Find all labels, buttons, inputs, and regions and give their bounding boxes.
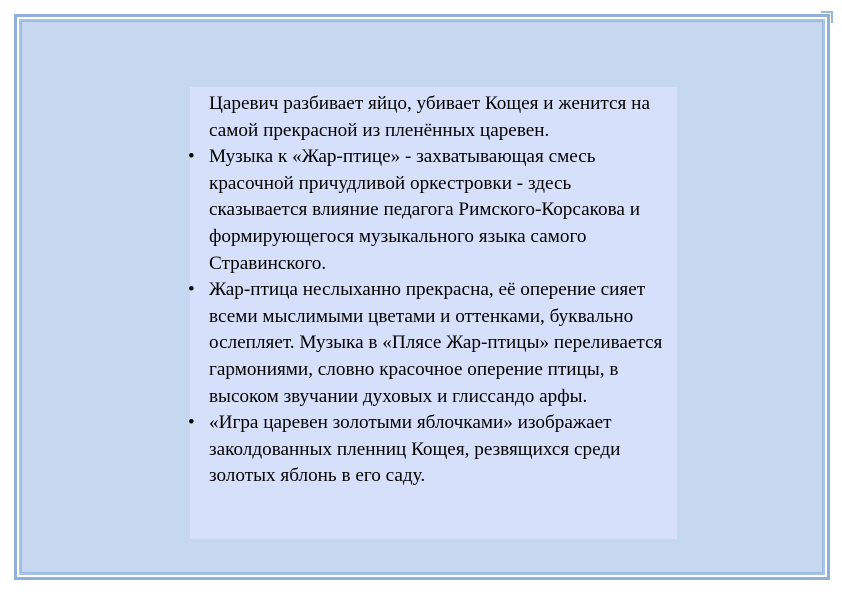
slide [14,14,830,580]
bullet-item-firebird: • Жар-птица неслыханно прекрасна, её оперение сияет всеми мыслимыми цветами и оттенками, буквально ослепляет. Музыка в «Плясе Жар-птицы» переливается гармониями, словно красочное оперение птицы, в высоком звучании духовых и глиссандо арфы. [190,277,671,410]
text-box [190,87,677,539]
frame-corner-decoration [821,11,833,23]
bullet-list [190,144,677,490]
bullet-item-princesses: • «Игра царевен золотыми яблочками» изображает заколдованных пленниц Кощея, резвящихся среди золотых яблонь в его саду. [190,410,671,490]
intro-paragraph: Царевич разбивает яйцо, убивает Кощея и женится на самой прекрасной из пленённых царевен. [209,93,650,141]
bullet-item-music: • Музыка к «Жар-птице» - захватывающая смесь красочной причудливой оркестровки - здесь сказывается влияние педагога Римского-Корсакова и формирующегося музыкального языка самого Стравинского. [190,144,671,277]
